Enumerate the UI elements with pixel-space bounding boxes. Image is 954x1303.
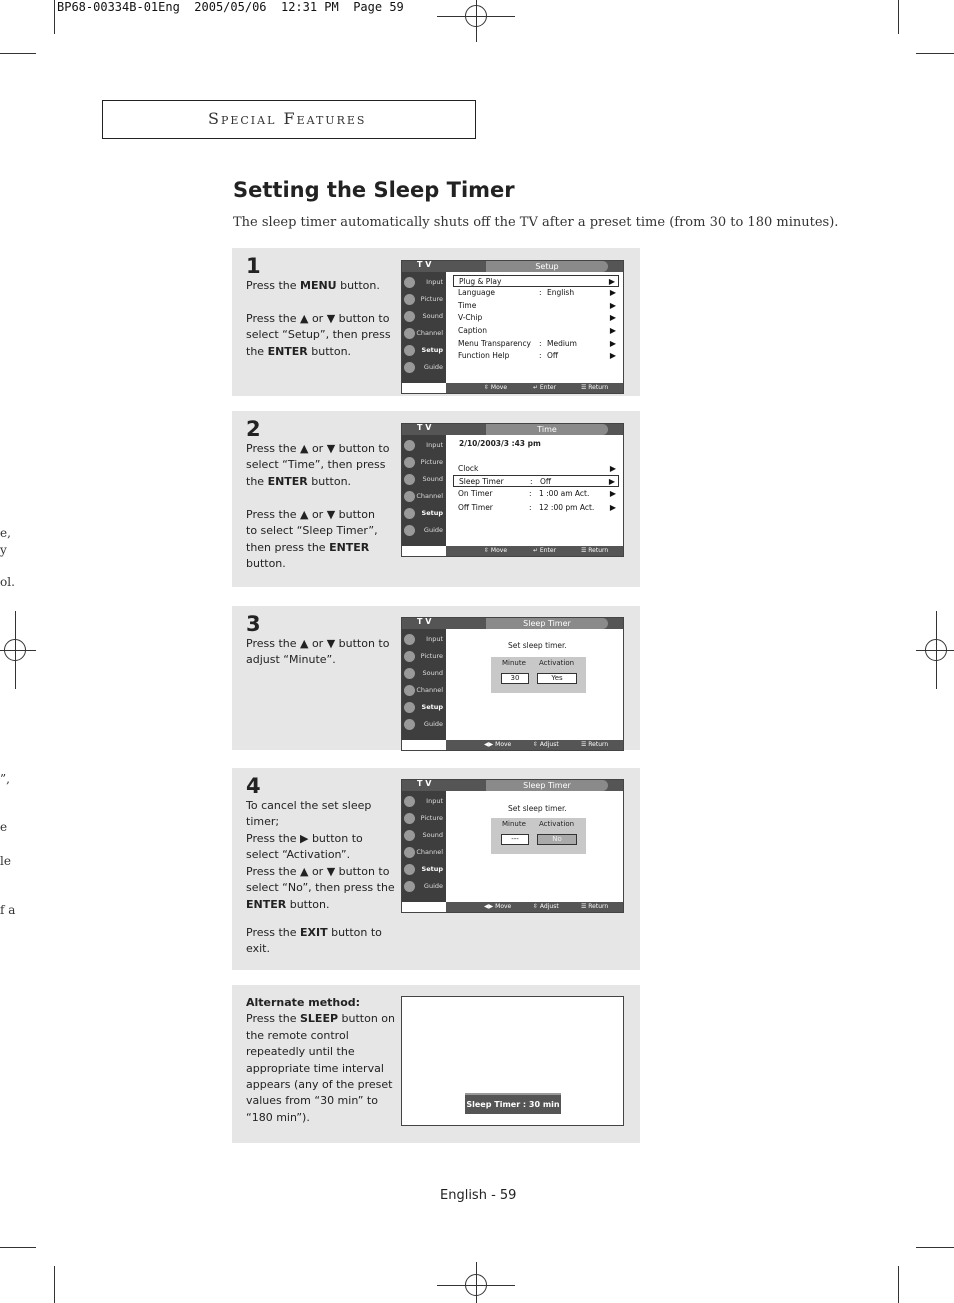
step-instruction: Press the ▲ or ▼ button to select “No”, then press the ENTER button. [246,865,395,911]
step-number: 1 [246,254,261,278]
footer-hint: ☰ Return [581,384,609,391]
step-2-panel [232,411,640,587]
guide-icon [404,362,415,373]
sound-icon [404,311,415,322]
sidebar-item-input: Input [402,631,446,648]
sidebar-item-channel: Channel [402,682,446,699]
tv-screen-setup [401,260,624,394]
step-number: 4 [246,774,261,798]
edge-fragment: le [0,854,11,868]
step-1-panel [232,248,640,396]
minute-header: Minute [502,659,526,667]
crop-mark [916,1247,954,1248]
page-title: Setting the Sleep Timer [233,178,515,202]
section-title: Special Features [208,109,367,128]
tv-footer [446,902,623,912]
sidebar-item-picture: Picture [402,648,446,665]
tv-label: T V [417,779,432,788]
step-instruction: Press the ▲ or ▼ button to select “Sleep Timer”, then press the ENTER button. [246,508,378,571]
page-number: English - 59 [440,1188,517,1203]
setup-icon [404,345,415,356]
crop-mark [916,53,954,54]
sidebar-item-channel: Channel [402,844,446,861]
step-number: 3 [246,612,261,636]
tv-label: T V [417,423,432,432]
footer-hint: ⇳ Adjust [533,903,559,910]
sound-icon [404,474,415,485]
arrow-right-icon: ▶ [608,277,615,286]
crop-mark [898,1266,899,1303]
menu-row: Menu Transparency : Medium ▶ [458,339,616,348]
alternate-method-panel [232,985,640,1143]
footer-hint: ⇳ Adjust [533,741,559,748]
step-instruction: Press the MENU button. [246,279,380,292]
picture-icon [404,813,415,824]
sidebar-item-input: Input [402,793,446,810]
sleep-caption: Set sleep timer. [508,641,567,650]
footer-hint: ◀▶ Move [484,903,512,910]
activation-field: Yes [537,673,577,684]
edge-fragment: ”, [0,772,10,786]
step-4-panel [232,768,640,970]
channel-icon [404,491,415,502]
tv-sidebar [402,791,446,902]
menu-title: Sleep Timer [486,618,608,629]
sidebar-item-setup: Setup [402,861,446,878]
arrow-right-icon: ▶ [609,313,616,322]
minute-header: Minute [502,820,526,828]
menu-row: On Timer : 1 :00 am Act. ▶ [458,489,616,498]
crop-mark [898,0,899,34]
tv-screen-sleep-timer [401,617,624,751]
footer-hint: ☰ Return [581,903,609,910]
menu-row: Sleep Timer : Off ▶ [453,475,619,487]
tv-screen-osd [401,996,624,1126]
tv-label: T V [417,260,432,269]
sidebar-item-setup: Setup [402,699,446,716]
sidebar-item-input: Input [402,274,446,291]
setup-icon [404,702,415,713]
tv-screen-time [401,423,624,557]
sidebar-item-sound: Sound [402,827,446,844]
step-3-panel [232,606,640,750]
menu-row: Plug & Play ▶ [453,275,619,287]
sidebar-item-sound: Sound [402,308,446,325]
minute-field: 30 [501,673,529,684]
input-icon [404,440,415,451]
sidebar-item-channel: Channel [402,325,446,342]
crop-mark [0,1247,36,1248]
arrow-right-icon: ▶ [609,326,616,335]
setup-icon [404,508,415,519]
sleep-timer-osd: Sleep Timer : 30 min [465,1095,561,1114]
sidebar-item-setup: Setup [402,342,446,359]
menu-title: Setup [486,261,608,272]
guide-icon [404,881,415,892]
print-header-line: BP68-00334B-01Eng 2005/05/06 12:31 PM Page 59 [57,0,404,14]
tv-sidebar [402,272,446,383]
footer-hint: ◀▶ Move [484,741,512,748]
arrow-right-icon: ▶ [609,288,616,297]
channel-icon [404,847,415,858]
arrow-right-icon: ▶ [609,339,616,348]
step-instruction: Press the ▲ or ▼ button to adjust “Minute”. [246,637,390,667]
picture-icon [404,651,415,662]
menu-row: Language : English ▶ [458,288,616,297]
footer-hint: ☰ Return [581,741,609,748]
input-icon [404,634,415,645]
edge-fragment: e, [0,526,11,540]
edge-fragment: f a [0,903,16,917]
arrow-right-icon: ▶ [609,351,616,360]
sleep-caption: Set sleep timer. [508,804,567,813]
sound-icon [404,830,415,841]
edge-fragment: ol. [0,575,15,589]
tv-sidebar [402,629,446,740]
arrow-right-icon: ▶ [609,489,616,498]
arrow-right-icon: ▶ [609,503,616,512]
footer-hint: ↵ Enter [533,547,557,554]
arrow-right-icon: ▶ [609,301,616,310]
step-number: 2 [246,417,261,441]
intro-text: The sleep timer automatically shuts off the TV after a preset time (from 30 to 180 minutes). [233,215,839,230]
menu-row: Caption ▶ [458,326,616,335]
menu-row: Off Timer : 12 :00 pm Act. ▶ [458,503,616,512]
sidebar-item-picture: Picture [402,810,446,827]
input-icon [404,277,415,288]
crop-mark [54,0,55,34]
sleep-settings-box [491,818,586,854]
minute-field: --- [501,834,529,845]
menu-title: Time [486,424,608,435]
date-time-display: 2/10/2003/3 :43 pm [459,439,541,448]
step-instruction: Press the EXIT button to exit. [246,926,382,956]
step-instruction: Press the ▶ button to select “Activation”. [246,832,363,862]
activation-header: Activation [539,659,575,667]
menu-title: Sleep Timer [486,780,608,791]
tv-footer [446,740,623,750]
tv-footer [446,546,623,556]
footer-hint: ☰ Return [581,547,609,554]
sidebar-item-channel: Channel [402,488,446,505]
guide-icon [404,525,415,536]
picture-icon [404,457,415,468]
tv-screen-sleep-timer-cancel [401,779,624,913]
sidebar-item-guide: Guide [402,359,446,376]
guide-icon [404,719,415,730]
edge-fragment: e [0,820,8,834]
sidebar-item-picture: Picture [402,454,446,471]
input-icon [404,796,415,807]
menu-row: Function Help : Off ▶ [458,351,616,360]
crop-mark [0,53,36,54]
sidebar-item-guide: Guide [402,716,446,733]
tv-footer [446,383,623,393]
step-instruction: Press the ▲ or ▼ button to select “Setup”, then press the ENTER button. [246,312,391,358]
menu-row: Clock ▶ [458,464,616,473]
setup-icon [404,864,415,875]
footer-hint: ↵ Enter [533,384,557,391]
sidebar-item-sound: Sound [402,665,446,682]
menu-row: Time ▶ [458,301,616,310]
tv-sidebar [402,435,446,546]
sidebar-item-guide: Guide [402,522,446,539]
channel-icon [404,685,415,696]
arrow-right-icon: ▶ [609,464,616,473]
activation-header: Activation [539,820,575,828]
sidebar-item-picture: Picture [402,291,446,308]
sleep-settings-box [491,657,586,693]
crop-mark [54,1266,55,1303]
channel-icon [404,328,415,339]
step-instruction: Press the ▲ or ▼ button to select “Time”, then press the ENTER button. [246,442,390,488]
tv-label: T V [417,617,432,626]
arrow-right-icon: ▶ [608,477,615,486]
footer-hint: ⇳ Move [484,384,508,391]
alternate-method-text: Alternate method: Press the SLEEP button on the remote control repeatedly until the appropriate time interval appears (any of the preset values from “30 min” to “180 min”). [246,996,396,1124]
footer-hint: ⇳ Move [484,547,508,554]
sidebar-item-input: Input [402,437,446,454]
section-header-box [102,100,476,139]
edge-fragment: y [0,543,7,557]
sidebar-item-setup: Setup [402,505,446,522]
menu-row: V-Chip ▶ [458,313,616,322]
activation-field: No [537,834,577,845]
sidebar-item-guide: Guide [402,878,446,895]
sidebar-item-sound: Sound [402,471,446,488]
picture-icon [404,294,415,305]
sound-icon [404,668,415,679]
alternate-heading: Alternate method: [246,996,361,1009]
step-instruction: To cancel the set sleep timer; [246,799,372,829]
